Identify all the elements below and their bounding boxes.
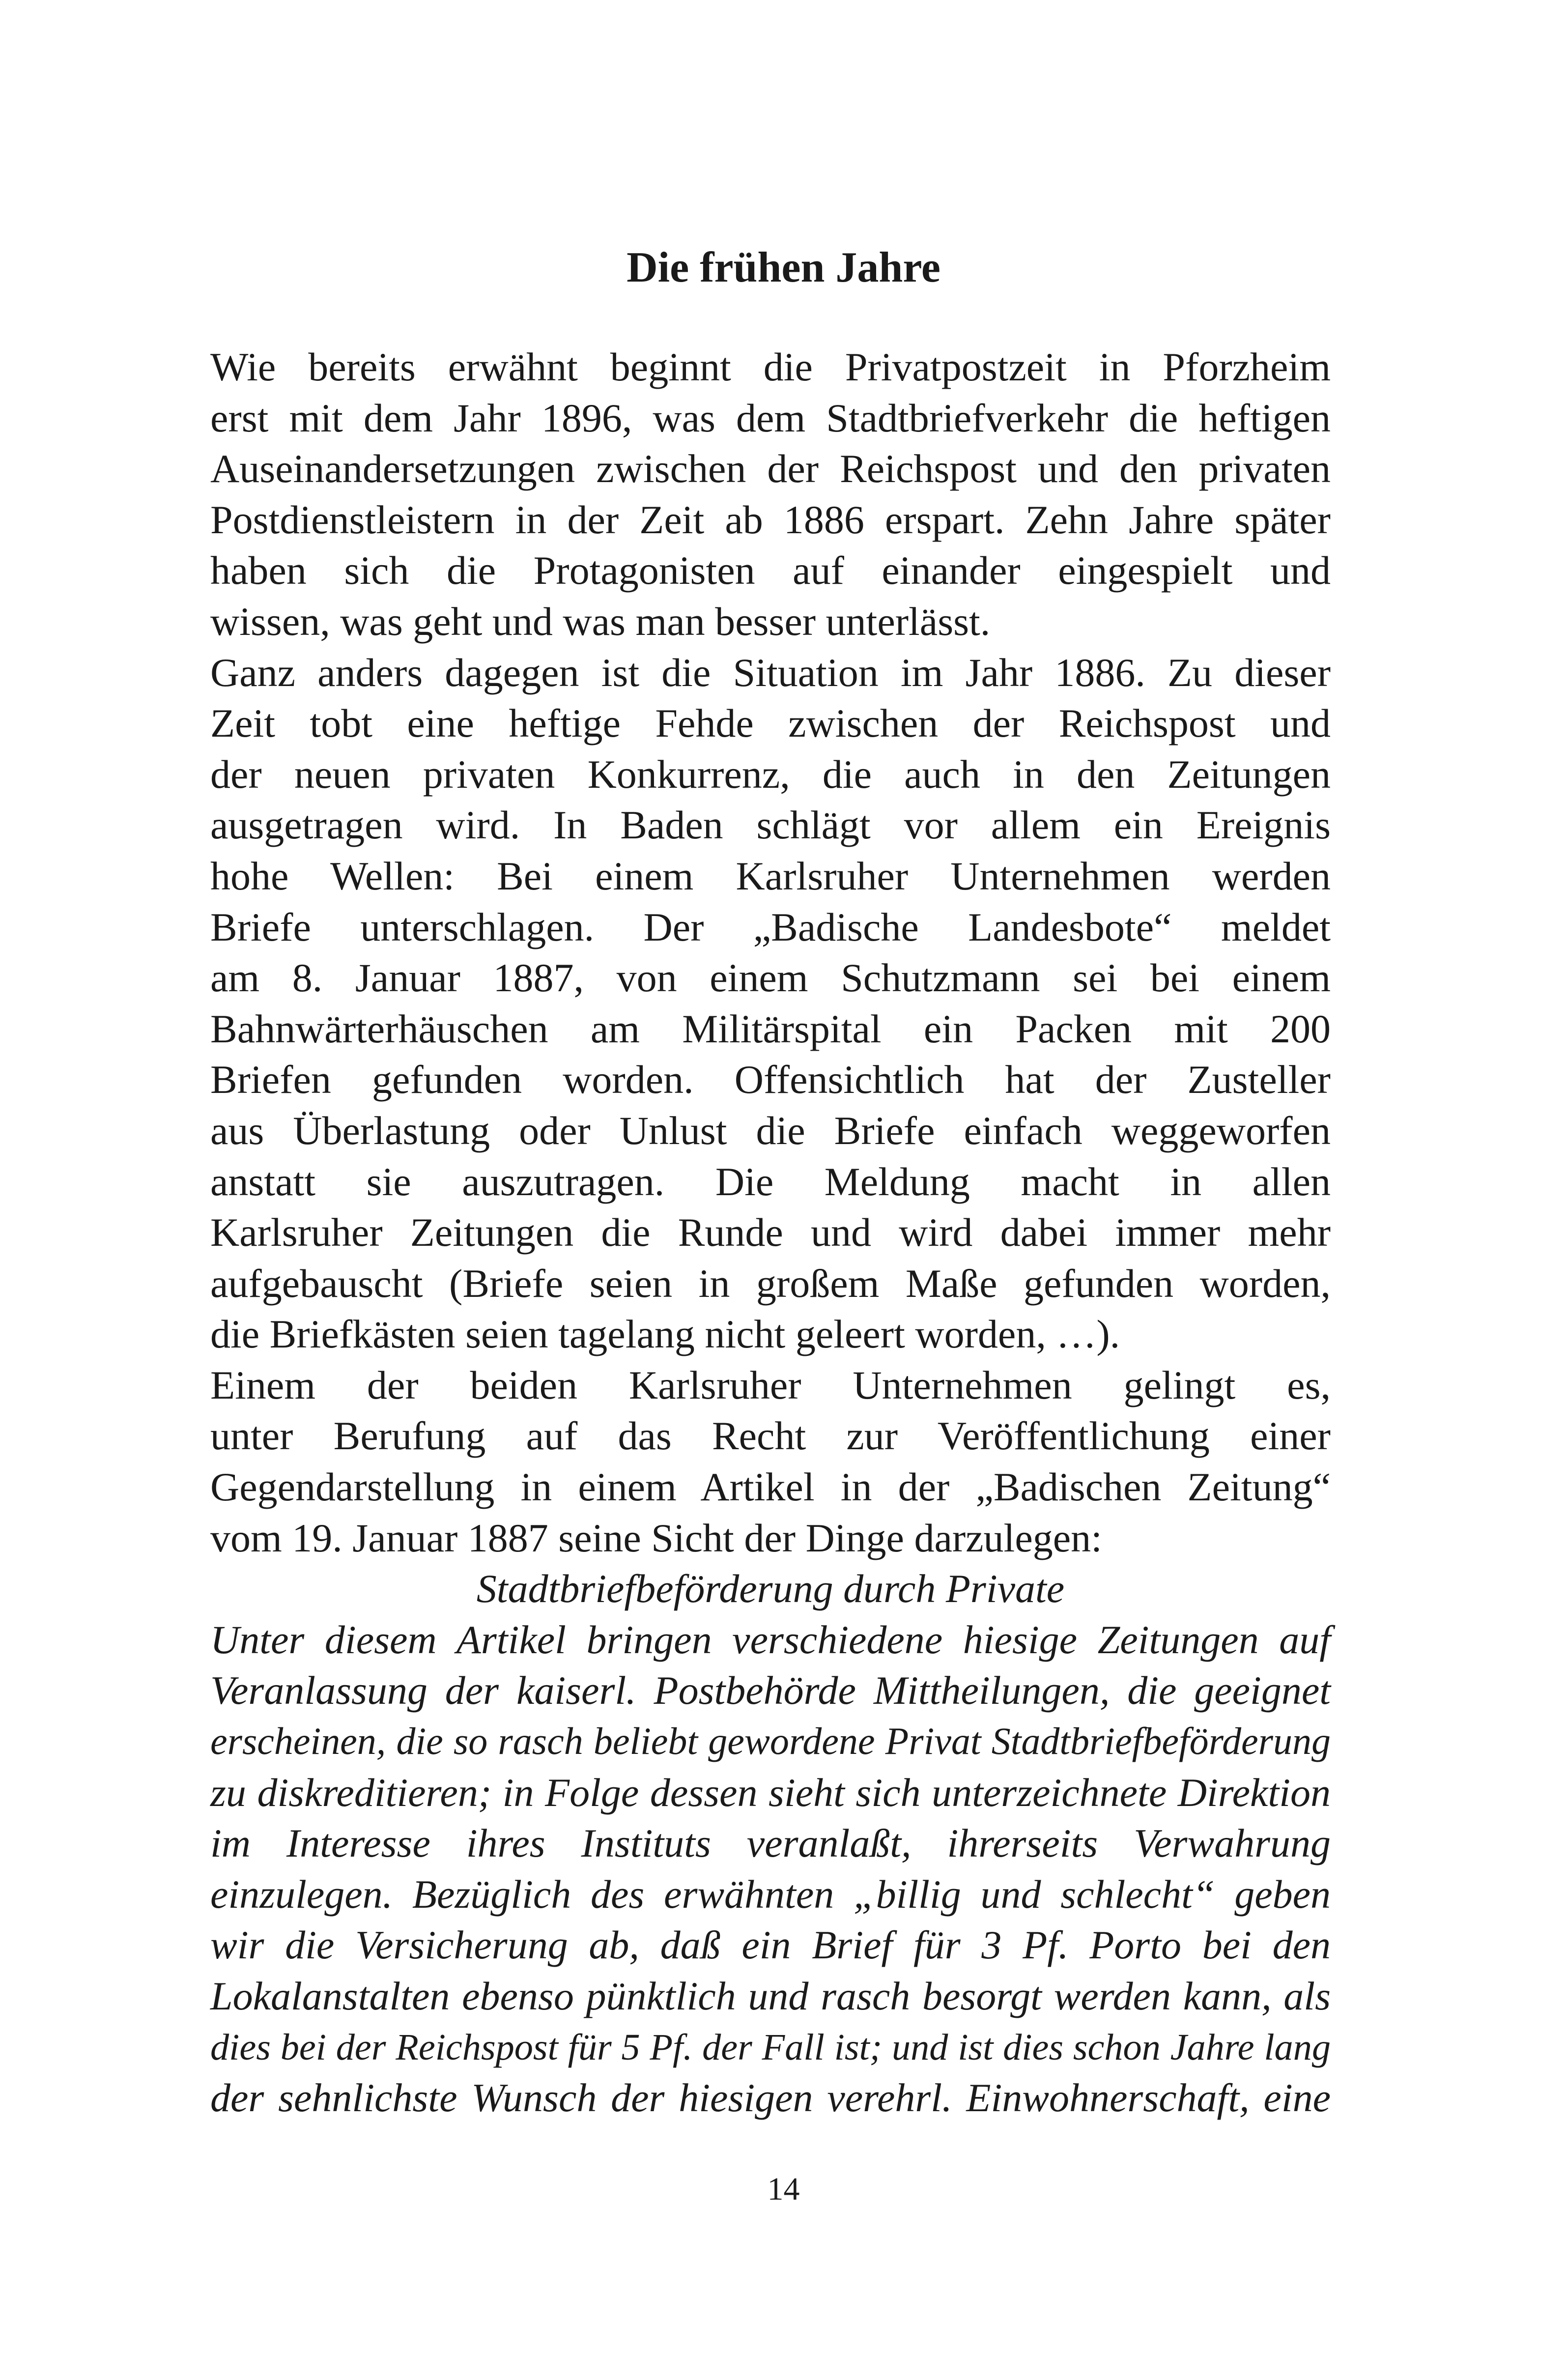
text-line: vom 19. Januar 1887 seine Sicht der Dinge darzulegen: [210, 1515, 1102, 1560]
quote-line: wir die Versicherung ab, daß ein Brief für 3 Pf. Porto bei den [210, 1922, 1331, 1968]
text-line: wissen, was geht und was man besser unterlässt. [210, 599, 991, 644]
text-line: die Briefkästen seien tagelang nicht geleert worden, …). [210, 1312, 1120, 1357]
text-line: Ganz anders dagegen ist die Situation im Jahr 1886. Zu dieser [210, 650, 1331, 695]
text-line: der neuen privaten Konkurrenz, die auch in den Zeitungen [210, 751, 1331, 797]
quote-line: im Interesse ihres Instituts veranlaßt, ihrerseits Verwahrung [210, 1821, 1331, 1866]
text-line: erst mit dem Jahr 1896, was dem Stadtbriefverkehr die heftigen [210, 395, 1331, 440]
text-line: anstatt sie auszutragen. Die Meldung macht in allen [210, 1159, 1331, 1204]
quote-line: Stadtbriefbeförderung durch Private [476, 1566, 1065, 1611]
text-line: Gegendarstellung in einem Artikel in der „Badischen Zeitung“ [210, 1464, 1331, 1510]
page-number: 14 [767, 2171, 800, 2207]
text-line: Auseinandersetzungen zwischen der Reichspost und den privaten [210, 446, 1331, 491]
text-line: hohe Wellen: Bei einem Karlsruher Unternehmen werden [210, 853, 1331, 898]
text-line: Zeit tobt eine heftige Fehde zwischen der Reichspost und [210, 701, 1331, 746]
quote-line: der sehnlichste Wunsch der hiesigen verehrl. Einwohnerschaft, eine [210, 2075, 1331, 2121]
text-line: Bahnwärterhäuschen am Militärspital ein Packen mit 200 [210, 1006, 1331, 1051]
text-line: am 8. Januar 1887, von einem Schutzmann sei bei einem [210, 955, 1331, 1001]
text-line: Einem der beiden Karlsruher Unternehmen gelingt es, [210, 1362, 1331, 1407]
quote-line: zu diskreditieren; in Folge dessen sieht sich unterzeichnete Direktion [210, 1770, 1331, 1815]
text-line: aus Überlastung oder Unlust die Briefe einfach weggeworfen [210, 1108, 1331, 1153]
text-line: unter Berufung auf das Recht zur Veröffentlichung einer [210, 1413, 1331, 1459]
quote-line: Lokalanstalten ebenso pünktlich und rasch besorgt werden kann, als [210, 1974, 1331, 2018]
text-line: haben sich die Protagonisten auf einander eingespielt und [210, 548, 1331, 593]
quote-line: einzulegen. Bezüglich des erwähnten „billig und schlecht“ geben [210, 1871, 1331, 1917]
text-line: Wie bereits erwähnt beginnt die Privatpostzeit in Pforzheim [210, 344, 1331, 389]
text-line: aufgebauscht (Briefe seien in großem Maße gefunden worden, [210, 1261, 1331, 1306]
text-line: Postdienstleistern in der Zeit ab 1886 erspart. Zehn Jahre später [210, 497, 1331, 542]
quote-line: Veranlassung der kaiserl. Postbehörde Mittheilungen, die geeignet [210, 1668, 1331, 1713]
quote-line: dies bei der Reichspost für 5 Pf. der Fall ist; und ist dies schon Jahre lang [210, 2026, 1331, 2068]
body-text [210, 342, 1331, 2123]
text-line: Briefe unterschlagen. Der „Badische Landesbote“ meldet [210, 904, 1331, 949]
quote-line: Unter diesem Artikel bringen verschiedene hiesige Zeitungen auf [210, 1617, 1331, 1662]
quote-line: erscheinen, die so rasch beliebt gewordene Privat Stadtbriefbeförderung [210, 1720, 1331, 1763]
text-line: Karlsruher Zeitungen die Runde und wird dabei immer mehr [210, 1210, 1331, 1255]
text-line: Briefen gefunden worden. Offensichtlich hat der Zusteller [210, 1057, 1331, 1102]
page-title: Die frühen Jahre [627, 244, 940, 291]
text-line: ausgetragen wird. In Baden schlägt vor allem ein Ereignis [210, 803, 1331, 848]
